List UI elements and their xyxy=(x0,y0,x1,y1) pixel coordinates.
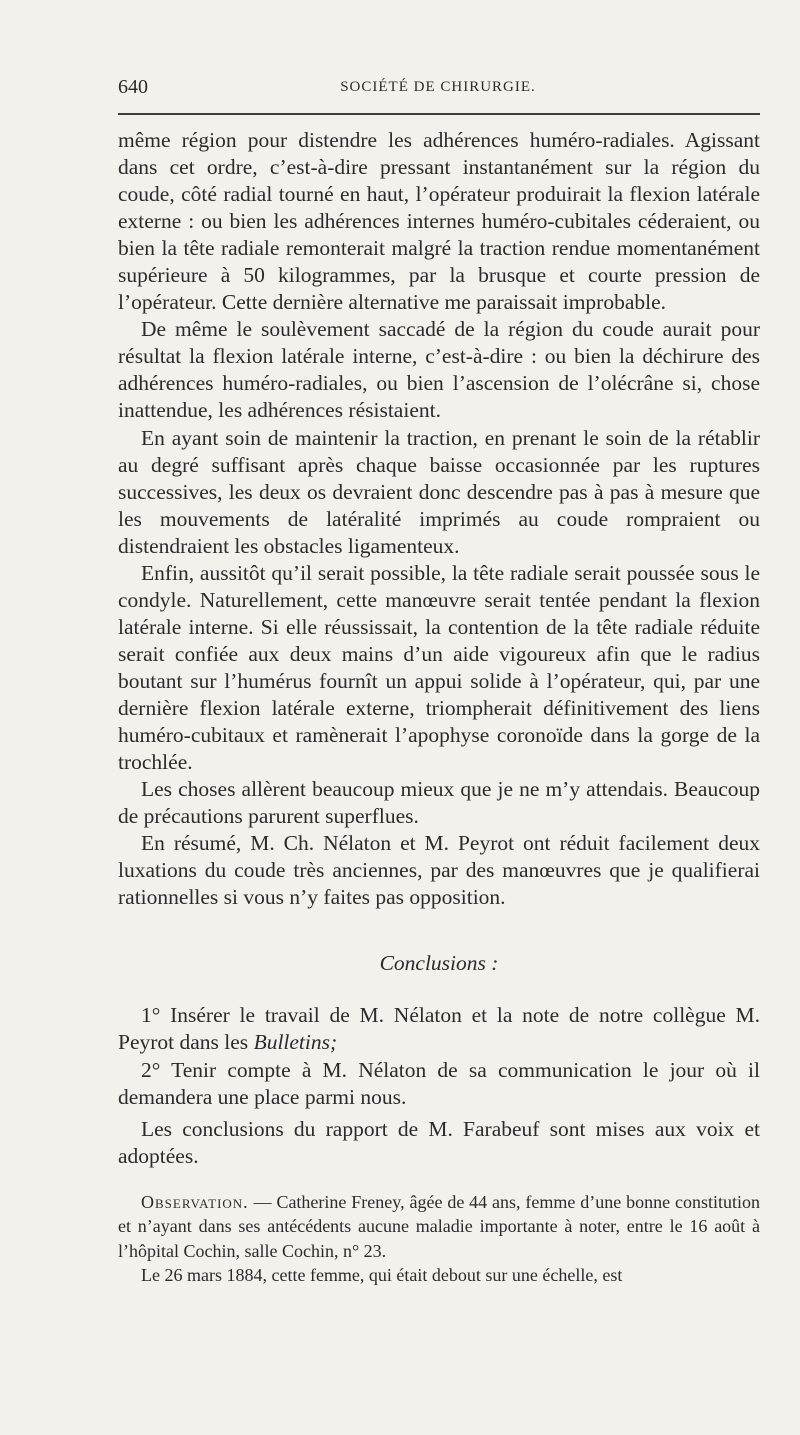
conclusions-heading: Conclusions : xyxy=(379,951,499,976)
observation-text: — Catherine Freney, âgée de 44 ans, femme d’une bonne constitution et n’ayant dans ses antécédents aucune maladie importante à noter, entre le 16 août à l’hôpital Cochin, salle Cochin, n° 23. xyxy=(118,1191,760,1261)
conclusion-item-2: 2° Tenir compte à M. Nélaton de sa communication le jour où il demandera une place parmi nous. xyxy=(118,1057,760,1109)
page-header xyxy=(118,76,758,100)
paragraph: En ayant soin de maintenir la traction, en prenant le soin de la rétablir au degré suffisant après chaque baisse occasionnée par les ruptures successives, les deux os devraient donc descendre pas à pas à mesure que les mouvements de latéralité imprimés au coude rompraient ou distendraient les obstacles ligamenteux. xyxy=(118,425,760,558)
observation-block xyxy=(118,1190,760,1288)
conclusions-adopted: Les conclusions du rapport de M. Farabeuf sont mises aux voix et adoptées. xyxy=(118,1116,760,1168)
bulletins-title: Bulletins; xyxy=(253,1030,338,1055)
header-rule xyxy=(118,113,760,115)
conclusion-item-1-text: 1° Insérer le travail de M. Nélaton et la note de notre collègue M. Peyrot dans les xyxy=(118,1003,760,1055)
page-number: 640 xyxy=(118,76,148,98)
paragraph: En résumé, M. Ch. Nélaton et M. Peyrot ont réduit facilement deux luxations du coude très anciennes, par des manœuvres que je qualifierai rationnelles si vous n’y faites pas opposition. xyxy=(118,831,760,910)
paragraph: Les choses allèrent beaucoup mieux que je ne m’y attendais. Beaucoup de précautions parurent superflues. xyxy=(118,777,760,829)
body-text xyxy=(118,127,760,1288)
running-head: SOCIÉTÉ DE CHIRURGIE. xyxy=(340,79,536,95)
conclusion-item-1 xyxy=(118,1002,760,1056)
paragraph: Enfin, aussitôt qu’il serait possible, la tête radiale serait poussée sous le condyle. Naturellement, cette manœuvre serait tentée pendant la flexion latérale interne. Si elle réussissait, la contention de la tête radiale réduite serait confiée aux deux mains d’un aide vigoureux afin que le radius boutant sur l’humérus fournît un appui solide à l’opérateur, qui, par une dernière flexion latérale externe, triompherait définitivement des liens huméro-cubitaux et ramènerait l’apophyse coronoïde dans la gorge de la trochlée. xyxy=(118,560,760,775)
paragraph: De même le soulèvement saccadé de la région du coude aurait pour résultat la flexion latérale interne, c’est-à-dire : ou bien la déchirure des adhérences huméro-radiales, ou bien l’ascension de l’olécrâne si, chose inattendue, les adhérences résistaient. xyxy=(118,317,760,423)
paragraph: même région pour distendre les adhérences huméro-radiales. Agissant dans cet ordre, c’est-à-dire pressant instantanément sur la région du coude, côté radial tourné en haut, l’opérateur produirait la flexion latérale externe : ou bien les adhérences internes huméro-cubitales céderaient, ou bien la tête radiale remonterait malgré la traction rendue momentanément supérieure à 50 kilogrammes, par la brusque et courte pression de l’opérateur. Cette dernière alternative me paraissait improbable. xyxy=(118,128,760,315)
observation-continuation: Le 26 mars 1884, cette femme, qui était debout sur une échelle, est xyxy=(141,1265,623,1286)
observation-paragraph xyxy=(118,1190,760,1264)
observation-label: Observation. xyxy=(141,1191,249,1212)
